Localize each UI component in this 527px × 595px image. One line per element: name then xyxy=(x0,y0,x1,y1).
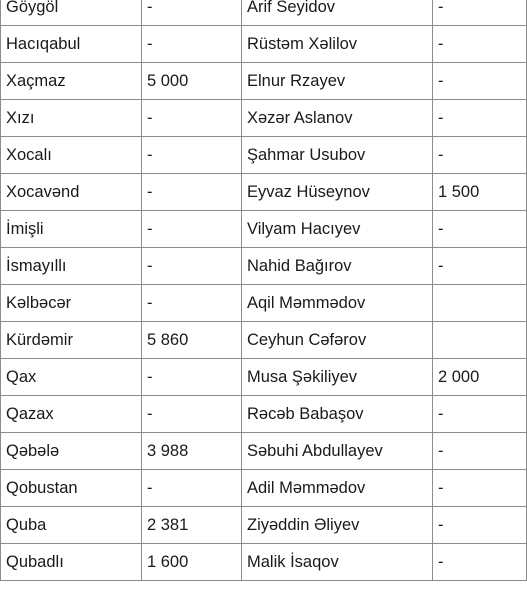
region-cell: Qax xyxy=(1,359,142,396)
extra-amount-cell: - xyxy=(433,0,527,26)
table-row xyxy=(1,174,527,211)
amount-cell: - xyxy=(142,100,242,137)
extra-amount-cell: 2 000 xyxy=(433,359,527,396)
person-name-cell: Rüstəm Xəlilov xyxy=(242,26,433,63)
table-row xyxy=(1,137,527,174)
region-cell: Xocavənd xyxy=(1,174,142,211)
person-name-cell: Adil Məmmədov xyxy=(242,470,433,507)
extra-amount-cell: - xyxy=(433,396,527,433)
amount-cell: - xyxy=(142,0,242,26)
extra-amount-cell: - xyxy=(433,211,527,248)
person-name-cell: Nahid Bağırov xyxy=(242,248,433,285)
table-row xyxy=(1,470,527,507)
person-name-cell: Xəzər Aslanov xyxy=(242,100,433,137)
amount-cell: 2 381 xyxy=(142,507,242,544)
region-cell: Xızı xyxy=(1,100,142,137)
amount-cell: - xyxy=(142,211,242,248)
person-name-cell: Arif Seyidov xyxy=(242,0,433,26)
extra-amount-cell: - xyxy=(433,433,527,470)
region-cell: İsmayıllı xyxy=(1,248,142,285)
region-cell: Hacıqabul xyxy=(1,26,142,63)
extra-amount-cell: - xyxy=(433,100,527,137)
person-name-cell: Rəcəb Babaşov xyxy=(242,396,433,433)
person-name-cell: Şahmar Usubov xyxy=(242,137,433,174)
amount-cell: 3 988 xyxy=(142,433,242,470)
amount-cell: - xyxy=(142,26,242,63)
table-row xyxy=(1,248,527,285)
extra-amount-cell xyxy=(433,285,527,322)
extra-amount-cell: - xyxy=(433,470,527,507)
table-row xyxy=(1,359,527,396)
extra-amount-cell: - xyxy=(433,26,527,63)
amount-cell: - xyxy=(142,359,242,396)
amount-cell: 5 860 xyxy=(142,322,242,359)
person-name-cell: Eyvaz Hüseynov xyxy=(242,174,433,211)
table-row xyxy=(1,322,527,359)
region-cell: Qobustan xyxy=(1,470,142,507)
extra-amount-cell: - xyxy=(433,137,527,174)
table-row xyxy=(1,433,527,470)
region-cell: Qəbələ xyxy=(1,433,142,470)
table-row xyxy=(1,544,527,581)
table-row xyxy=(1,63,527,100)
region-cell: Qazax xyxy=(1,396,142,433)
region-cell: Qubadlı xyxy=(1,544,142,581)
person-name-cell: Vilyam Hacıyev xyxy=(242,211,433,248)
person-name-cell: Elnur Rzayev xyxy=(242,63,433,100)
amount-cell: 1 600 xyxy=(142,544,242,581)
amount-cell: - xyxy=(142,174,242,211)
table-row xyxy=(1,211,527,248)
region-cell: Kəlbəcər xyxy=(1,285,142,322)
extra-amount-cell: - xyxy=(433,507,527,544)
amount-cell: - xyxy=(142,396,242,433)
amount-cell: - xyxy=(142,248,242,285)
table-row xyxy=(1,100,527,137)
region-cell: Quba xyxy=(1,507,142,544)
amount-cell: - xyxy=(142,137,242,174)
extra-amount-cell: - xyxy=(433,248,527,285)
person-name-cell: Malik İsaqov xyxy=(242,544,433,581)
person-name-cell: Aqil Məmmədov xyxy=(242,285,433,322)
region-cell: Xocalı xyxy=(1,137,142,174)
table-row xyxy=(1,507,527,544)
region-cell: Xaçmaz xyxy=(1,63,142,100)
extra-amount-cell: - xyxy=(433,63,527,100)
amount-cell: 5 000 xyxy=(142,63,242,100)
extra-amount-cell xyxy=(433,322,527,359)
table-row xyxy=(1,0,527,26)
table-body xyxy=(1,0,527,581)
table-row xyxy=(1,396,527,433)
region-cell: İmişli xyxy=(1,211,142,248)
amount-cell: - xyxy=(142,470,242,507)
person-name-cell: Ceyhun Cəfərov xyxy=(242,322,433,359)
person-name-cell: Səbuhi Abdullayev xyxy=(242,433,433,470)
table-row xyxy=(1,285,527,322)
extra-amount-cell: 1 500 xyxy=(433,174,527,211)
extra-amount-cell: - xyxy=(433,544,527,581)
person-name-cell: Musa Şəkiliyev xyxy=(242,359,433,396)
person-name-cell: Ziyəddin Əliyev xyxy=(242,507,433,544)
table-row xyxy=(1,26,527,63)
region-cell: Göygöl xyxy=(1,0,142,26)
region-cell: Kürdəmir xyxy=(1,322,142,359)
amount-cell: - xyxy=(142,285,242,322)
